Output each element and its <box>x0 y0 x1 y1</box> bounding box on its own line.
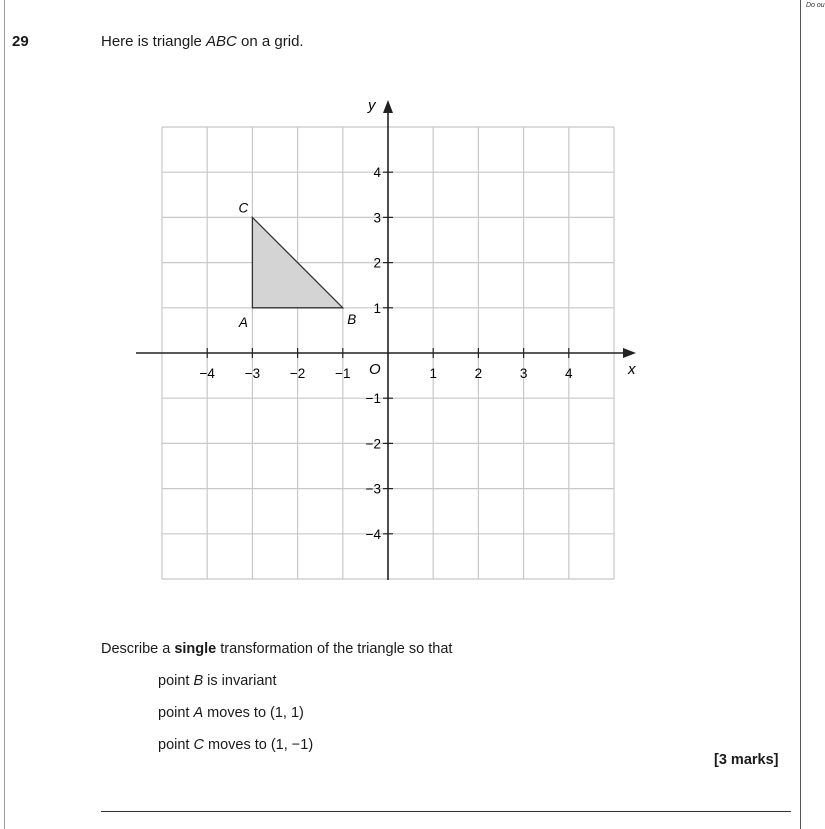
y-tick-label: −1 <box>365 391 381 407</box>
y-axis-label: y <box>368 97 376 114</box>
condition-a <box>158 705 304 721</box>
x-tick-label: −1 <box>335 366 351 381</box>
answer-line[interactable] <box>101 811 791 812</box>
y-tick-label: 3 <box>373 210 381 226</box>
x-tick-label: 4 <box>565 366 573 381</box>
x-axis-arrow-icon <box>623 348 636 358</box>
x-tick-label: 1 <box>429 366 437 381</box>
condition-c <box>158 737 313 753</box>
y-tick-label: −2 <box>365 436 381 452</box>
intro-text-pre: Here is triangle <box>101 33 207 50</box>
x-tick-label: −4 <box>199 366 215 381</box>
condition-pre: point <box>158 737 194 753</box>
condition-pre: point <box>158 673 194 689</box>
condition-point: C <box>193 737 204 753</box>
condition-post: is invariant <box>203 673 277 689</box>
instruction-post: transformation of the triangle so that <box>216 641 453 657</box>
y-axis-arrow-icon <box>383 100 393 113</box>
condition-post: moves to (1, −1) <box>203 737 314 753</box>
question-number: 29 <box>12 33 29 50</box>
instruction-bold: single <box>174 641 217 657</box>
condition-post: moves to (1, 1) <box>203 705 304 721</box>
y-tick-label: 4 <box>373 165 381 181</box>
condition-pre: point <box>158 705 194 721</box>
x-tick-label: 3 <box>519 366 528 381</box>
instruction-text <box>101 641 452 657</box>
vertex-label-c: C <box>238 200 249 216</box>
origin-label: O <box>369 361 381 378</box>
y-tick-label: 1 <box>373 300 381 316</box>
instruction-pre: Describe a <box>101 641 175 657</box>
margin-note: Do ou <box>806 2 825 9</box>
y-tick-label: −3 <box>365 481 381 497</box>
condition-b <box>158 673 277 689</box>
x-tick-label: −2 <box>289 366 306 381</box>
y-tick-label: −4 <box>365 526 381 542</box>
intro-triangle-name: ABC <box>206 33 237 50</box>
marks-label: [3 marks] <box>714 752 779 768</box>
x-axis-label: x <box>628 361 636 378</box>
intro-text-post: on a grid. <box>236 33 304 50</box>
condition-point: B <box>193 673 204 689</box>
y-tick-label: 2 <box>373 255 381 271</box>
x-tick-label: −3 <box>244 366 261 381</box>
condition-point: A <box>193 705 204 721</box>
vertex-label-b: B <box>347 311 357 327</box>
x-tick-label: 2 <box>474 366 483 381</box>
vertex-label-a: A <box>238 314 248 330</box>
